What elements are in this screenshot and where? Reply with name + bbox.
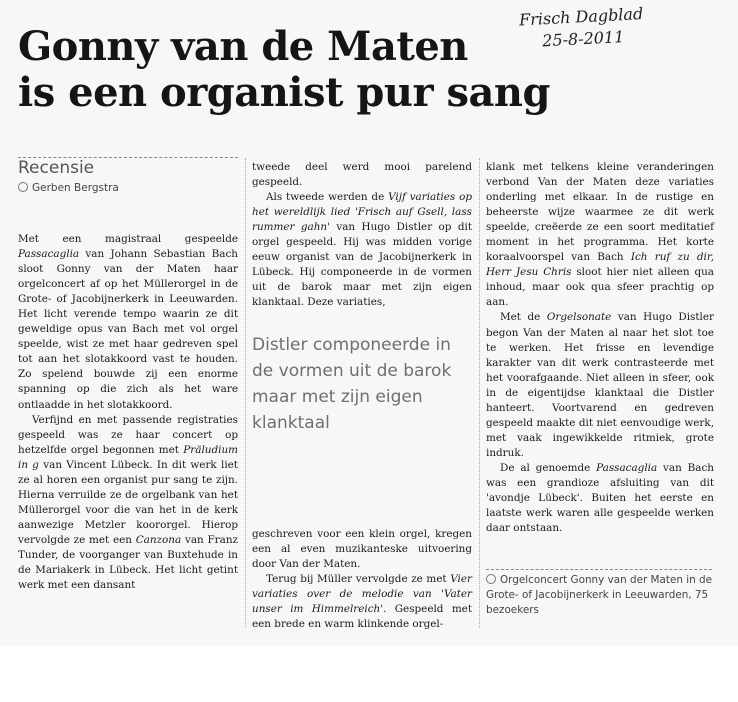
article-headline: [18, 24, 618, 116]
column-divider-1: [245, 158, 246, 628]
concert-info: [486, 573, 712, 618]
headline-line-1: Gonny van de Maten: [18, 23, 468, 70]
paragraph: Als tweede werden de Vijf variaties op het wereldlijk lied 'Frisch auf Gsell, lass rummer gahn' van Hugo Distler op dit orgel gespeeld. Hij was midden vorige eeuw organist van de Jacobijnerkerk in Lübeck. Hij componeerde in de vormen uit de barok maar met zijn eigen klanktaal. Deze variaties,: [252, 191, 473, 309]
info-dot-icon: [486, 574, 496, 584]
handwritten-source: Frisch Dagblad: [518, 4, 644, 30]
pull-quote: Distler componeerde in de vormen uit de barok maar met zijn eigen klanktaal: [252, 335, 452, 433]
article-column-2-bottom: [252, 527, 472, 632]
headline-line-2: is een organist pur sang: [18, 69, 550, 116]
paragraph: Met de Orgelsonate van Hugo Distler begon Van der Maten al naar het slot toe te werken. Het frisse en levendige karakter van dit werk contrasteerde met het voorafgaande. Niet alleen in sfeer, ook in de eigentijdse klanktaal die Distler hanteert. Voortvarend en gedreven gespeeld maakte dit niet eenvoudige werk, met vaak ingewikkelde ritmiek, grote indruk.: [486, 311, 714, 459]
scan-margin: [0, 646, 738, 702]
paragraph: Terug bij Müller vervolgde ze met Vier variaties over de melodie van 'Vater unser im Himmelreich'. Gespeeld met een brede en warm klinkende orgel-: [252, 573, 472, 631]
section-label: Recensie: [18, 158, 95, 178]
paragraph: geschreven voor een klein orgel, kregen een al even muzikanteske uitvoering door Van der Maten.: [252, 528, 472, 571]
info-divider: [486, 569, 712, 570]
paragraph: tweede deel werd mooi parelend gespeeld.: [252, 161, 472, 189]
byline: [18, 182, 119, 194]
paragraph: De al genoemde Passacaglia van Bach was een grandioze afsluiting van dit 'avondje Lübeck'. Buiten het eerste en laatste werk waren alle gespeelde werken daar ontstaan.: [486, 461, 714, 535]
author-dot-icon: [18, 182, 28, 192]
paragraph: Verfijnd en met passende registraties gespeeld was ze haar concert op hetzelfde orgel begonnen met Präludium in g van Vincent Lübeck. In dit werk liet ze al horen een organist pur sang te zijn. Hierna verruilde ze de orgelbank van het Müllerorgel voor die van het in de kerk aanwezige Metzler koororgel. Hierop vervolgde ze met een Canzona van Franz Tunder, de voorganger van Buxtehude in de Mariakerk in Lübeck. Het licht getint werk met een dansant: [18, 413, 238, 592]
article-column-1: [18, 232, 238, 593]
author-name: Gerben Bergstra: [32, 182, 119, 194]
column-divider-2: [479, 158, 480, 628]
article-column-2-top: [252, 160, 472, 310]
concert-info-text: Orgelconcert Gonny van der Maten in de Grote- of Jacobijnerkerk in Leeuwarden, 75 bezoekers: [486, 574, 713, 616]
article-column-3: [486, 160, 714, 536]
paragraph: Met een magistraal gespeelde Passacaglia van Johann Sebastian Bach sloot Gonny van der Maten haar orgelconcert af op het Müllerorgel in de Grote- of Jacobijnerkerk in Leeuwarden. Het licht verende tempo waarin ze dit geweldige opus van Bach met vol orgel speelde, wist ze met haar gedreven spel tot aan het slotakkoord vast te houden. Zo spelend bouwde zij een enorme spanning op die zich als het ware ontlaadde in het slotakkoord.: [18, 233, 238, 411]
handwritten-date: 25-8-2011: [541, 27, 625, 51]
paragraph: klank met telkens kleine veranderingen verbond Van der Maten deze variaties onderling met elkaar. In de rustige en beheerste wijze waarmee ze dit werk speelde, creëerde ze een soort meditatief moment in het programma. Het korte koraalvoorspel van Bach Ich ruf zu dir, Herr Jesu Chris sloot hier niet alleen qua inhoud, maar ook qua sfeer prachtig op aan.: [486, 161, 714, 309]
